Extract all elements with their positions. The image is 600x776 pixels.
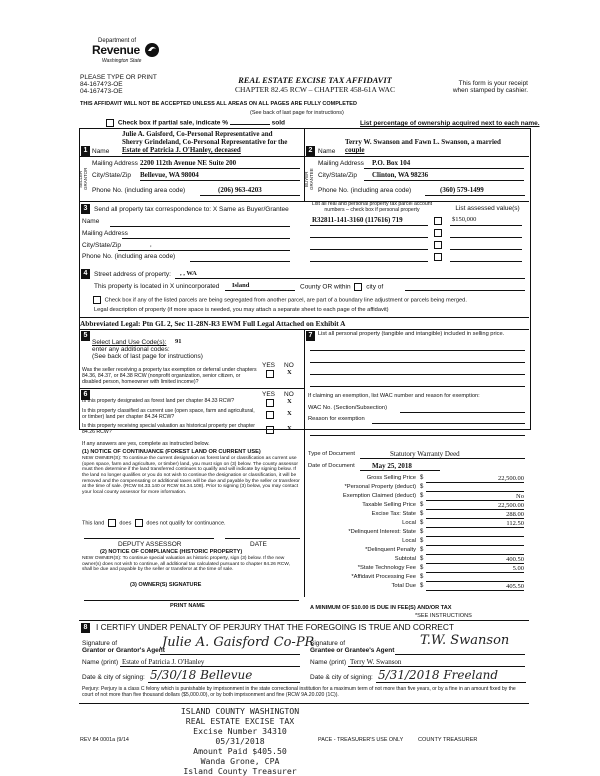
- exempt-no-answer: X: [287, 369, 292, 376]
- notice2-title: (2) NOTICE OF COMPLIANCE (HISTORIC PROPERTY): [100, 549, 243, 555]
- parcel-checkbox-2[interactable]: [434, 229, 442, 237]
- section-3-badge: 3: [81, 204, 90, 214]
- tax-row-label: Excise Tax: State: [371, 511, 416, 517]
- doc-date-label: Date of Document: [308, 463, 355, 469]
- section-7-badge: 7: [306, 331, 315, 341]
- deputy-date: DATE: [250, 541, 267, 548]
- tax-row-dollar: $: [420, 583, 424, 589]
- tax-row-underline: [426, 500, 524, 501]
- abbrev-legal: [80, 320, 345, 328]
- logo-dept: Department of: [98, 38, 137, 44]
- city-checkbox[interactable]: [354, 283, 362, 291]
- tax-row-value: 22,500.00: [498, 475, 524, 482]
- assessed-value: $150,000: [452, 216, 477, 223]
- tax-row-value: 400.50: [506, 556, 524, 563]
- grantor-sig-label-1: Signature of: [82, 640, 118, 647]
- seller-name-line-2: Sherry Grindeland, Co-Personal Representative for the: [122, 138, 288, 146]
- s6-yes: YES: [262, 391, 276, 398]
- seller-name-label: Name: [92, 148, 110, 155]
- tax-row-dollar: $: [420, 484, 424, 490]
- notice1-body: NEW OWNER(S): To continue the current designation as forest land or classification as current use (open space, farm and agriculture, or timber) land, you must sign on (3) below. The county assessor must then determine if the land transferred continues to qualify and will indicate by signing below. If the land no longer qualifies or you do not wish to continue the designation or classification, it will be removed and the compensating or additional taxes will be due and payable by the seller or transferor at the time of sale. (RCW 84.33.140 or RCW 84.34.108). Prior to signing (3) below, you may contact your local county assessor for more information.: [82, 456, 300, 495]
- segregated-checkbox[interactable]: [93, 296, 101, 304]
- tax-row-label: *Delinquent Penalty: [365, 547, 416, 553]
- receipt-note-2: when stamped by cashier.: [452, 87, 528, 94]
- tax-row-underline: [426, 518, 524, 519]
- buyer-name-label: Name: [318, 148, 336, 155]
- tax-row-underline: [426, 482, 524, 483]
- see-instructions: *SEE INSTRUCTIONS: [415, 613, 472, 619]
- s5-no: NO: [284, 362, 294, 369]
- tax-calculation-table: [306, 475, 528, 595]
- treasurer-use-only: PACE - TREASURER'S USE ONLY: [318, 737, 404, 743]
- buyer-name-line-1: Terry W. Swanson and Fawn L. Swanson, a married: [345, 138, 501, 146]
- tax-row-value: 288.00: [506, 511, 524, 518]
- city-of-label: city of: [366, 283, 384, 291]
- legal-desc-label: Legal description of property (if more space is needed, you may attach a separate sheet to each page of the affidavit): [94, 307, 389, 313]
- owner-signature-label: (3) OWNER(S) SIGNATURE: [130, 582, 202, 588]
- tax-row-underline: [426, 554, 524, 555]
- partial-sold-label: sold: [271, 119, 285, 127]
- s6-q3: Is this property receiving special valuation as historical property per chapter 84.26 RCW?: [82, 423, 256, 435]
- s3-name-label: Name: [82, 218, 100, 225]
- tax-row-label: *Delinquent Interest: State: [348, 529, 416, 535]
- parcel-number: R32811-141-3160 (117616) 719: [312, 216, 403, 224]
- tax-row-dollar: $: [420, 493, 424, 499]
- warning-text: THIS AFFIDAVIT WILL NOT BE ACCEPTED UNLESS ALL AREAS ON ALL PAGES ARE FULLY COMPLETED: [80, 101, 357, 107]
- county-or: [300, 283, 383, 291]
- parcel-checkbox-4[interactable]: [434, 253, 442, 261]
- segregated-row: [91, 296, 467, 304]
- notice2-body: NEW OWNER(S): To continue special valuation as historic property, sign (3) below. If the new owner(s) does not wish to continue, all additional tax calculated pursuant to chapter 84.26 RCW, shall be due and payable by the seller or transferor at the time of sale.: [82, 556, 290, 573]
- tax-row-value: 5.00: [512, 565, 524, 572]
- tax-row-underline: [426, 536, 524, 537]
- tax-row-dollar: $: [420, 547, 424, 553]
- stamp-line-1: ISLAND COUNTY WASHINGTON: [180, 706, 300, 716]
- section-1-badge: 1: [81, 146, 90, 156]
- seller-mailing: 2200 112th Avenue NE Suite 200: [140, 159, 237, 167]
- county-label: This property is located in X unincorporated: [94, 283, 220, 290]
- deputy-assessor: DEPUTY ASSESSOR: [118, 541, 182, 548]
- tax-row-dollar: $: [420, 520, 424, 526]
- grantee-sig-label-1: Signature of: [310, 640, 346, 647]
- s3-phone-label: Phone No. (including area code): [82, 253, 176, 260]
- tax-row-underline: [426, 545, 524, 546]
- grantor-name-value: Estate of Patricia J. O'Hanley: [122, 658, 205, 666]
- does-not-label: does not qualify for continuance.: [146, 520, 226, 527]
- s6-q1: Is this property designated as forest land per chapter 84.33 RCW?: [82, 398, 235, 404]
- abbrev-legal-label: Abbreviated Legal:: [80, 319, 141, 328]
- does-checkbox[interactable]: [108, 519, 116, 527]
- tax-row-label: Gross Selling Price: [366, 475, 416, 481]
- doc-date-value: May 25, 2018: [372, 462, 412, 470]
- tax-row-label: Local: [402, 520, 416, 526]
- section-5-badge: 5: [81, 331, 90, 341]
- minimum-due: A MINIMUM OF $10.00 IS DUE IN FEE(S) AND/OR TAX: [310, 605, 452, 611]
- does-label: does: [119, 520, 132, 527]
- tax-row-underline: [426, 491, 524, 492]
- seller-city: Bellevue, WA 98004: [140, 171, 199, 179]
- stamp-line-6: Wanda Grone, CPA: [200, 756, 280, 766]
- logo-swirl-icon: [144, 42, 160, 58]
- buyer-city: Clinton, WA 98236: [372, 171, 429, 179]
- parcel-checkbox-3[interactable]: [434, 241, 442, 249]
- segregated-label: Check box if any of the listed parcels are being segregated from another parcel, are part of a boundary line adjustment or parcels being merged.: [104, 297, 467, 304]
- s6-q3-yes[interactable]: [266, 426, 274, 434]
- parcel-checkbox-1[interactable]: [434, 217, 442, 225]
- tax-row-dollar: $: [420, 565, 424, 571]
- dor-logo: [92, 38, 162, 72]
- rev-form-number: REV 84 0001a (9/14: [80, 737, 129, 743]
- street-value: , , WA: [180, 270, 197, 277]
- tax-row-value: 112.50: [506, 520, 524, 527]
- additional-codes: enter any additional codes:: [92, 346, 170, 353]
- s6-q2: Is this property classified as current use (open space, farm and agricultural, or timber) land per chapter 84.34 RCW?: [82, 408, 255, 420]
- seller-side-label: SELLER GRANTOR: [78, 167, 89, 191]
- logo-revenue: Revenue: [92, 43, 140, 57]
- tax-row-label: Subtotal: [394, 556, 416, 562]
- s6-no: NO: [284, 391, 294, 398]
- see-back-note: (See back of last page for instructions): [250, 110, 344, 116]
- tax-row-label: *State Technology Fee: [357, 565, 416, 571]
- s3-city-value: ,: [150, 241, 152, 248]
- receipt-note-1: This form is your receipt: [458, 80, 528, 87]
- tax-row-underline: [426, 590, 524, 591]
- s3-city-label: City/State/Zip: [82, 242, 122, 249]
- send-correspondence: Send all property tax correspondence to: X Same as Buyer/Grantee: [94, 206, 289, 213]
- county-value: Island: [232, 282, 250, 289]
- s6-any-yes: If any answers are yes, complete as instructed below.: [82, 441, 210, 447]
- page-subtitle: CHAPTER 82.45 RCW – CHAPTER 458-61A WAC: [235, 85, 395, 94]
- s6-a3: X: [287, 425, 292, 432]
- land-qualify: [82, 519, 226, 527]
- buyer-city-label: City/State/Zip: [318, 172, 358, 179]
- assessed-header: List assessed value(s): [455, 205, 520, 212]
- tax-row-value: No: [516, 493, 524, 500]
- section-4-badge: 4: [81, 269, 90, 279]
- page-title: REAL ESTATE EXCISE TAX AFFIDAVIT: [238, 75, 392, 85]
- exempt-yes-checkbox[interactable]: [266, 370, 274, 378]
- tax-row-dollar: $: [420, 475, 424, 481]
- grantee-date-label: Date & city of signing:: [310, 674, 373, 681]
- personal-prop-label: List all personal property (tangible and intangible) included in selling price.: [318, 331, 505, 337]
- buyer-phone-label: Phone No. (including area code): [318, 187, 412, 194]
- tax-row-underline: [426, 572, 524, 573]
- grantor-name-label: Name (print): [82, 659, 119, 666]
- buyer-phone: (360) 579-1499: [440, 186, 484, 194]
- treasurer-stamp: [150, 706, 330, 776]
- grantor-sig-label-2: Grantor or Grantor's Agent: [82, 647, 165, 654]
- seller-phone-label: Phone No. (including area code): [92, 187, 186, 194]
- tax-row-dollar: $: [420, 556, 424, 562]
- county-treasurer-label: COUNTY TREASURER: [418, 737, 478, 743]
- stamp-line-3: Excise Number 34310: [193, 726, 287, 736]
- s6-a1: X: [287, 398, 292, 405]
- doc-type-value: Statutory Warranty Deed: [390, 450, 460, 458]
- stamp-line-5: Amount Paid $405.50: [193, 746, 287, 756]
- grantee-signature: T.W. Swanson: [420, 633, 510, 648]
- grantor-date-city: 5/30/18 Bellevue: [150, 668, 253, 682]
- tax-row-dollar: $: [420, 538, 424, 544]
- tax-row-label: Local: [402, 538, 416, 544]
- code-1: 84-1674?3-OE: [80, 81, 123, 88]
- grantee-date-city: 5/31/2018 Freeland: [378, 668, 499, 682]
- parcel-header: List all real and personal property tax parcel account numbers – check box if personal property: [311, 201, 433, 213]
- tax-row-dollar: $: [420, 502, 424, 508]
- tax-row-label: *Affidavit Processing Fee: [351, 574, 416, 580]
- notice1-title: (1) NOTICE OF CONTINUANCE (FOREST LAND OR CURRENT USE): [82, 449, 261, 455]
- street-label: Street address of property:: [94, 271, 171, 278]
- seller-name-line-3: Estate of Patricia J. O'Hanley, deceased: [122, 146, 241, 154]
- s3-mailing-label: Mailing Address: [82, 230, 128, 237]
- land-use-label: Select Land Use Code(s):: [92, 339, 167, 346]
- grantor-signature: Julie A. Gaisford Co-PR: [162, 635, 315, 650]
- partial-sale-label: Check box if partial sale, indicate %: [117, 119, 228, 127]
- stamp-line-7: Island County Treasurer: [183, 766, 297, 776]
- s5-yes: YES: [262, 362, 276, 369]
- section-6-badge: 6: [81, 390, 90, 400]
- perjury-notice: Perjury: Perjury is a class C felony which is punishable by imprisonment in the state correctional institution for a maximum term of not more than five years, or by a fine in an amount fixed by the court of not more than five thousand dollars ($5,000.00), or by both imprisonment and fine (RCW 9A.20.020 (1C)).: [82, 686, 516, 698]
- s6-a2: X: [287, 410, 292, 417]
- tax-row-value: 22,500.00: [498, 502, 524, 509]
- tax-row-label: Taxable Selling Price: [362, 502, 416, 508]
- wac-claim-label: If claiming an exemption, list WAC number and reason for exemption:: [308, 393, 480, 399]
- stamp-line-4: 05/31/2018: [215, 736, 265, 746]
- tax-row-label: Total Due: [391, 583, 416, 589]
- tax-row-label: *Personal Property (deduct): [344, 484, 416, 490]
- tax-row-dollar: $: [420, 511, 424, 517]
- grantor-date-label: Date & city of signing:: [82, 674, 145, 681]
- tax-row-value: 405.50: [506, 583, 524, 590]
- code-2: 04-167473-OE: [80, 88, 123, 95]
- land-use-value: 91: [175, 338, 182, 345]
- tax-row-underline: [426, 581, 524, 582]
- s6-q1-yes[interactable]: [266, 399, 274, 407]
- exempt-question: Was the seller receiving a property tax exemption or deferral under chapters 84.36, 84.37, or 84.38 RCW (nonprofit organization, senior citizen, or disabled person, homeowner with limited income)?: [82, 367, 257, 385]
- tax-row-underline: [426, 509, 524, 510]
- tax-row-underline: [426, 563, 524, 564]
- tax-row-label: Exemption Claimed (deduct): [342, 493, 416, 499]
- partial-sale-checkbox[interactable]: [106, 119, 114, 127]
- doc-type-label: Type of Document: [308, 451, 356, 457]
- seller-name-line-1: Julie A. Gaisford, Co-Personal Representative and: [122, 130, 273, 138]
- s5-see-back: (See back of last page for instructions): [92, 353, 203, 360]
- seller-city-label: City/State/Zip: [92, 172, 132, 179]
- grantee-name-label: Name (print): [310, 659, 347, 666]
- grantee-sig-label-2: Grantee or Grantee's Agent: [310, 647, 395, 654]
- buyer-mailing-label: Mailing Address: [318, 160, 364, 167]
- tax-row-dollar: $: [420, 574, 424, 580]
- section-8-badge: 8: [81, 623, 90, 633]
- reason-label: Reason for exemption: [308, 416, 365, 422]
- tax-row-underline: [426, 527, 524, 528]
- buyer-mailing: P.O. Box 104: [372, 159, 411, 167]
- does-not-checkbox[interactable]: [135, 519, 143, 527]
- section-2-badge: 2: [306, 146, 315, 156]
- land-qualify-label: This land: [82, 520, 105, 527]
- print-name-label: PRINT NAME: [170, 603, 205, 609]
- abbrev-legal-value: Ptn GL 2, Sec 11-28N-R3 EWM Full Legal Attached on Exhibit A: [142, 319, 346, 328]
- seller-mailing-label: Mailing Address: [92, 160, 138, 167]
- s6-q2-yes[interactable]: [266, 411, 274, 419]
- tax-row-dollar: $: [420, 529, 424, 535]
- seller-phone: (206) 963-4203: [218, 186, 262, 194]
- grantee-name-value: Terry W. Swanson: [350, 658, 402, 666]
- logo-state: Washington State: [102, 58, 142, 64]
- partial-sale-row: [104, 119, 285, 127]
- stamp-line-2: REAL ESTATE EXCISE TAX: [185, 716, 295, 726]
- wac-no-label: WAC No. (Section/Subsection): [308, 405, 388, 411]
- print-note: PLEASE TYPE OR PRINT: [80, 74, 157, 81]
- county-or-label: County OR within: [300, 283, 351, 291]
- ownership-note: List percentage of ownership acquired next to each name.: [360, 120, 540, 127]
- buyer-side-label: BUYER GRANTEE: [304, 168, 315, 190]
- buyer-name-line-2: couple: [345, 146, 365, 154]
- certify-statement: I CERTIFY UNDER PENALTY OF PERJURY THAT THE FOREGOING IS TRUE AND CORRECT: [96, 622, 454, 632]
